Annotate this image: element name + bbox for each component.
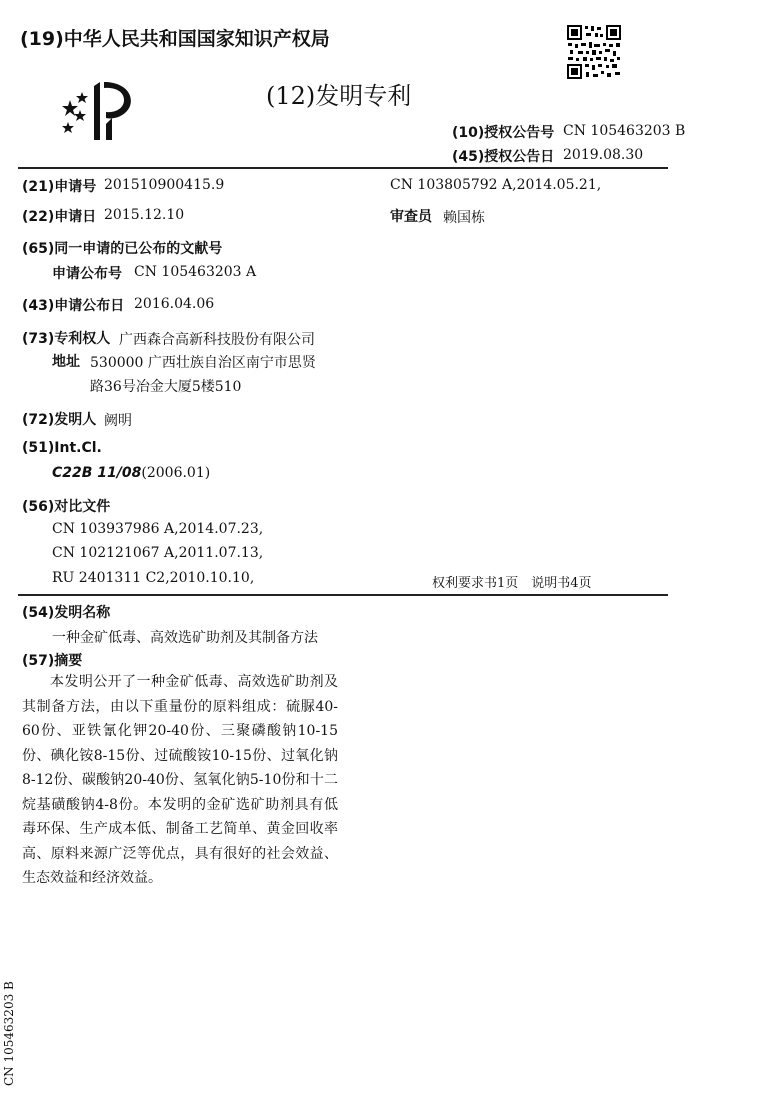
int-cl-code: C22B 11/08: [52, 465, 142, 481]
doc-type-title: (12)发明专利: [266, 82, 412, 110]
app-no: 201510900415.9: [104, 177, 225, 193]
header-divider: [18, 167, 668, 169]
inventor: 阙明: [104, 413, 132, 429]
app-no-label: (21)申请号: [22, 179, 97, 195]
app-date-label: (22)申请日: [22, 209, 97, 225]
abstract-body: [22, 670, 338, 891]
citation-item: RU 2401311 C2,2010.10.10,: [52, 570, 255, 586]
grant-date-label: (45)授权公告日: [452, 149, 555, 165]
app-date: 2015.12.10: [104, 207, 185, 223]
grant-pub-no-label: (10)授权公告号: [452, 125, 555, 141]
section-divider: [18, 594, 668, 596]
grant-pub-no: CN 105463203 B: [563, 123, 686, 139]
patentee: 广西森合高新科技股份有限公司: [119, 332, 315, 348]
pub-no-label: 申请公布号: [52, 266, 122, 282]
int-cl-version: (2006.01): [141, 465, 211, 481]
abstract-text: 本发明公开了一种金矿低毒、高效选矿助剂及其制备方法，由以下重量份的原料组成：硫脲40-60份、亚铁氰化钾20-40份、三聚磷酸钠10-15份、碘化铵8-15份、过硫酸铵10-15份、过氧化钠8-12份、碳酸钠20-40份、氢氧化钠5-10份和十二烷基磺酸钠4-8份。本发明的金矿选矿助剂具有低毒环保、生产成本低、制备工艺简单、黄金回收率高、原料来源广泛等优点，具有很好的社会效益、生态效益和经济效益。: [22, 674, 338, 886]
pub-date-label: (43)申请公布日: [22, 298, 125, 314]
int-cl-entry: [52, 465, 210, 481]
address-line-1: 530000 广西壮族自治区南宁市思贤: [90, 355, 316, 371]
abstract-label: (57)摘要: [22, 653, 83, 669]
citation-item: CN 103937986 A,2014.07.23,: [52, 521, 264, 537]
grant-date: 2019.08.30: [563, 147, 644, 163]
patentee-label: (73)专利权人: [22, 331, 111, 347]
address-line-2: 路36号冶金大厦5楼510: [90, 379, 242, 395]
title-label: (54)发明名称: [22, 605, 111, 621]
examiner: 赖国栋: [443, 210, 485, 226]
same-app-label: (65)同一申请的已公布的文献号: [22, 241, 223, 257]
inventor-label: (72)发明人: [22, 412, 97, 428]
qr-code-icon: [566, 24, 622, 80]
pages-info: 权利要求书1页 说明书4页: [432, 576, 592, 591]
citation-continued: CN 103805792 A,2014.05.21,: [390, 177, 602, 193]
cnipa-logo-icon: [60, 78, 140, 142]
address-label: 地址: [52, 354, 80, 370]
pub-no: CN 105463203 A: [134, 264, 257, 280]
citation-item: CN 102121067 A,2011.07.13,: [52, 545, 264, 561]
examiner-label: 审查员: [390, 209, 432, 225]
citations-label: (56)对比文件: [22, 499, 111, 515]
invention-title: 一种金矿低毒、高效选矿助剂及其制备方法: [52, 630, 318, 646]
pub-date: 2016.04.06: [134, 296, 215, 312]
office-name: (19)中华人民共和国国家知识产权局: [20, 28, 330, 50]
int-cl-label: (51)Int.Cl.: [22, 440, 102, 456]
side-doc-code: CN 105463203 B: [2, 981, 16, 1086]
